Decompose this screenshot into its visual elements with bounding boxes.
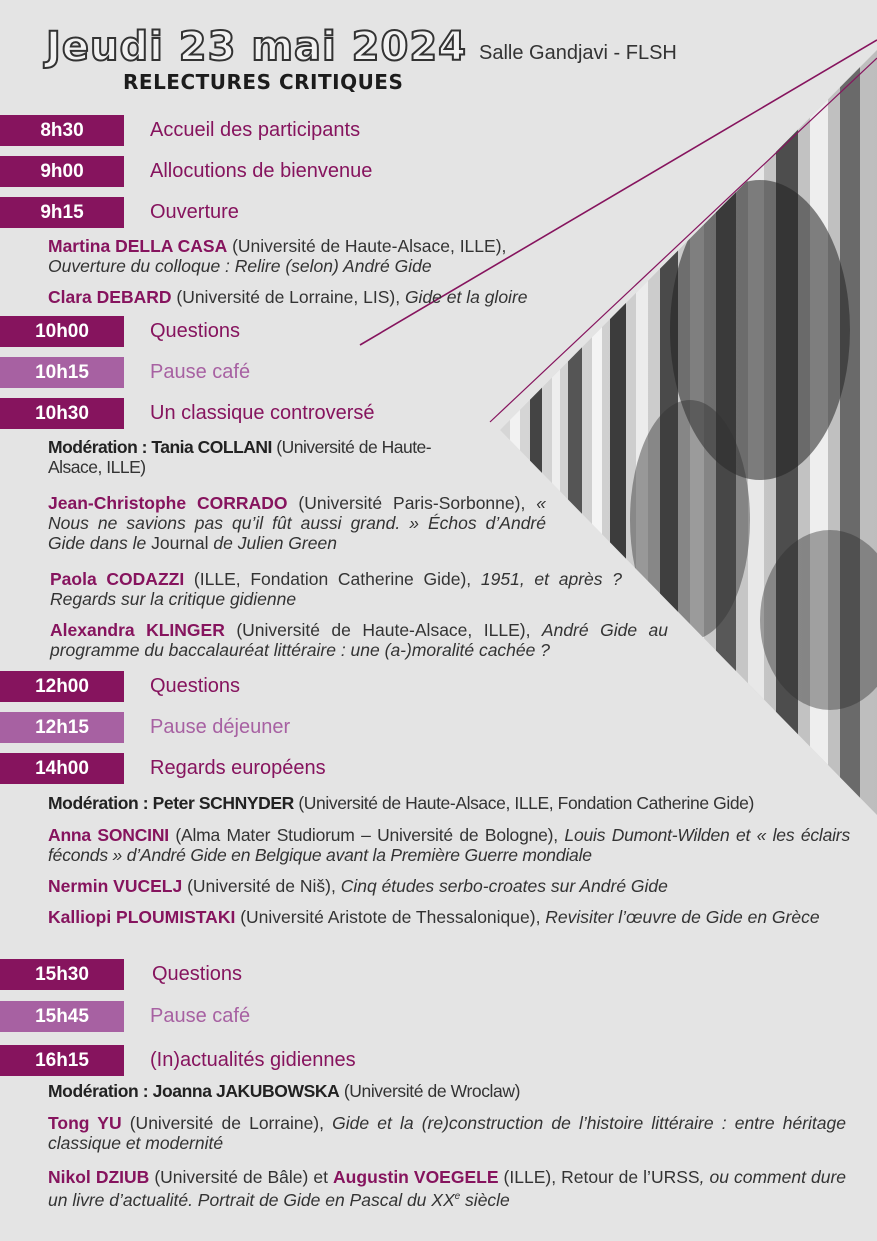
talk-entry <box>48 1113 846 1153</box>
talk-title: Cinq études serbo-croates sur André Gide <box>340 876 668 896</box>
session-label: Allocutions de bienvenue <box>150 160 373 182</box>
speaker-affiliation: (ILLE), <box>498 1167 562 1187</box>
speaker-name: Nermin VUCELJ <box>48 876 183 896</box>
talk-entry <box>50 569 622 609</box>
speaker-name: Alexandra KLINGER <box>50 620 225 640</box>
talk-title: , ou comment dure un livre d’actualité. Portrait de Gide en Pascal du XX <box>48 1167 846 1210</box>
moderator: Modération : Peter SCHNYDER <box>48 793 294 813</box>
talk-title: André Gide au programme du baccalauréat littéraire : une (a-)moralité cachée ? <box>50 620 668 660</box>
talk-title-end: de Julien Green <box>208 533 337 553</box>
speaker-name: Martina DELLA CASA <box>48 236 228 256</box>
session-label: Pause café <box>150 361 251 383</box>
speaker-name: Paola CODAZZI <box>50 569 185 589</box>
speaker-affiliation: (Université de Lorraine, LIS), <box>171 287 405 307</box>
moderation-entry <box>48 437 433 477</box>
talk-title: « Nous ne savions pas qu’il fût aussi grand. » Échos d’André Gide dans le <box>48 493 547 553</box>
event-date: Jeudi 23 mai 2024 <box>46 24 467 70</box>
session-time: 8h30 <box>0 115 124 146</box>
speaker-affiliation: (Université de Lorraine), <box>121 1113 333 1133</box>
session-label: Pause café <box>150 1005 251 1027</box>
speaker-affiliation: (Université Paris-Sorbonne), <box>287 493 537 513</box>
moderator-affiliation: (Université de Wroclaw) <box>339 1081 521 1101</box>
session-time: 15h45 <box>0 1001 124 1032</box>
moderator-affiliation: (Université de Haute-Alsace, ILLE) <box>48 437 432 477</box>
session-time: 15h30 <box>0 959 124 990</box>
talk-entry <box>48 236 608 276</box>
talk-entry <box>48 825 850 865</box>
session-time: 9h00 <box>0 156 124 187</box>
speaker-affiliation: (Université de Bâle) <box>149 1167 314 1187</box>
venue: Salle Gandjavi - FLSH <box>479 42 677 64</box>
session-label: Regards européens <box>150 757 326 779</box>
speaker-affiliation: (Université de Niš), <box>182 876 341 896</box>
talk-title: Ouverture du colloque : Relire (selon) André Gide <box>48 256 432 276</box>
session-time: 14h00 <box>0 753 124 784</box>
speaker-affiliation: (Alma Mater Studiorum – Université de Bologne), <box>168 825 565 845</box>
talk-title: Gide et la (re)construction de l’histoire littéraire : entre héritage classique et modernité <box>48 1113 846 1153</box>
talk-entry <box>48 907 848 927</box>
talk-entry <box>48 287 628 307</box>
session-time: 10h30 <box>0 398 124 429</box>
session-label: Un classique controversé <box>150 402 375 424</box>
program-subtitle: RELECTURES CRITIQUES <box>123 70 404 94</box>
speaker-name: Tong YU <box>48 1113 122 1133</box>
moderator: Modération : Tania COLLANI <box>48 437 272 457</box>
session-time: 9h15 <box>0 197 124 228</box>
talk-entry <box>48 1167 846 1210</box>
talk-title: Gide et la gloire <box>404 287 528 307</box>
talk-title-end: siècle <box>460 1189 510 1210</box>
superscript: e <box>454 1191 461 1202</box>
talk-entry <box>48 493 546 553</box>
session-label: Questions <box>152 963 243 985</box>
talk-entry <box>50 620 668 660</box>
session-time: 16h15 <box>0 1045 124 1076</box>
session-time: 10h15 <box>0 357 124 388</box>
session-label: Pause déjeuner <box>150 716 291 738</box>
talk-title: 1951, et après ? Regards sur la critique gidienne <box>50 569 622 609</box>
journal-title: Journal <box>151 533 209 553</box>
speaker-name: Augustin VOEGELE <box>333 1167 499 1187</box>
book-title: Retour de l’URSS <box>561 1167 700 1187</box>
session-time: 12h15 <box>0 712 124 743</box>
speaker-name: Jean-Christophe CORRADO <box>48 493 288 513</box>
speaker-affiliation: (Université de Haute-Alsace, ILLE), <box>224 620 542 640</box>
session-label: Questions <box>150 320 241 342</box>
talk-title: Revisiter l’œuvre de Gide en Grèce <box>545 907 820 927</box>
speaker-affiliation: (Université de Haute-Alsace, ILLE), <box>227 236 507 256</box>
talk-title: Louis Dumont-Wilden et « les éclairs féconds » d’André Gide en Belgique avant la Première Guerre mondiale <box>48 825 850 865</box>
speaker-name: Nikol DZIUB <box>48 1167 150 1187</box>
moderator-affiliation: (Université de Haute-Alsace, ILLE, Fondation Catherine Gide) <box>293 793 754 813</box>
session-time: 12h00 <box>0 671 124 702</box>
speaker-name: Clara DEBARD <box>48 287 172 307</box>
moderation-entry <box>48 1081 748 1101</box>
speaker-name: Kalliopi PLOUMISTAKI <box>48 907 236 927</box>
session-label: Ouverture <box>150 201 239 223</box>
moderator: Modération : Joanna JAKUBOWSKA <box>48 1081 340 1101</box>
moderation-entry <box>48 793 868 813</box>
session-label: (In)actualités gidiennes <box>150 1049 356 1071</box>
speaker-name: Anna SONCINI <box>48 825 169 845</box>
speaker-affiliation: (ILLE, Fondation Catherine Gide), <box>184 569 481 589</box>
session-label: Questions <box>150 675 241 697</box>
session-time: 10h00 <box>0 316 124 347</box>
conjunction: et <box>313 1167 328 1187</box>
session-label: Accueil des participants <box>150 119 361 141</box>
speaker-affiliation: (Université Aristote de Thessalonique), <box>235 907 546 927</box>
talk-entry <box>48 876 848 896</box>
